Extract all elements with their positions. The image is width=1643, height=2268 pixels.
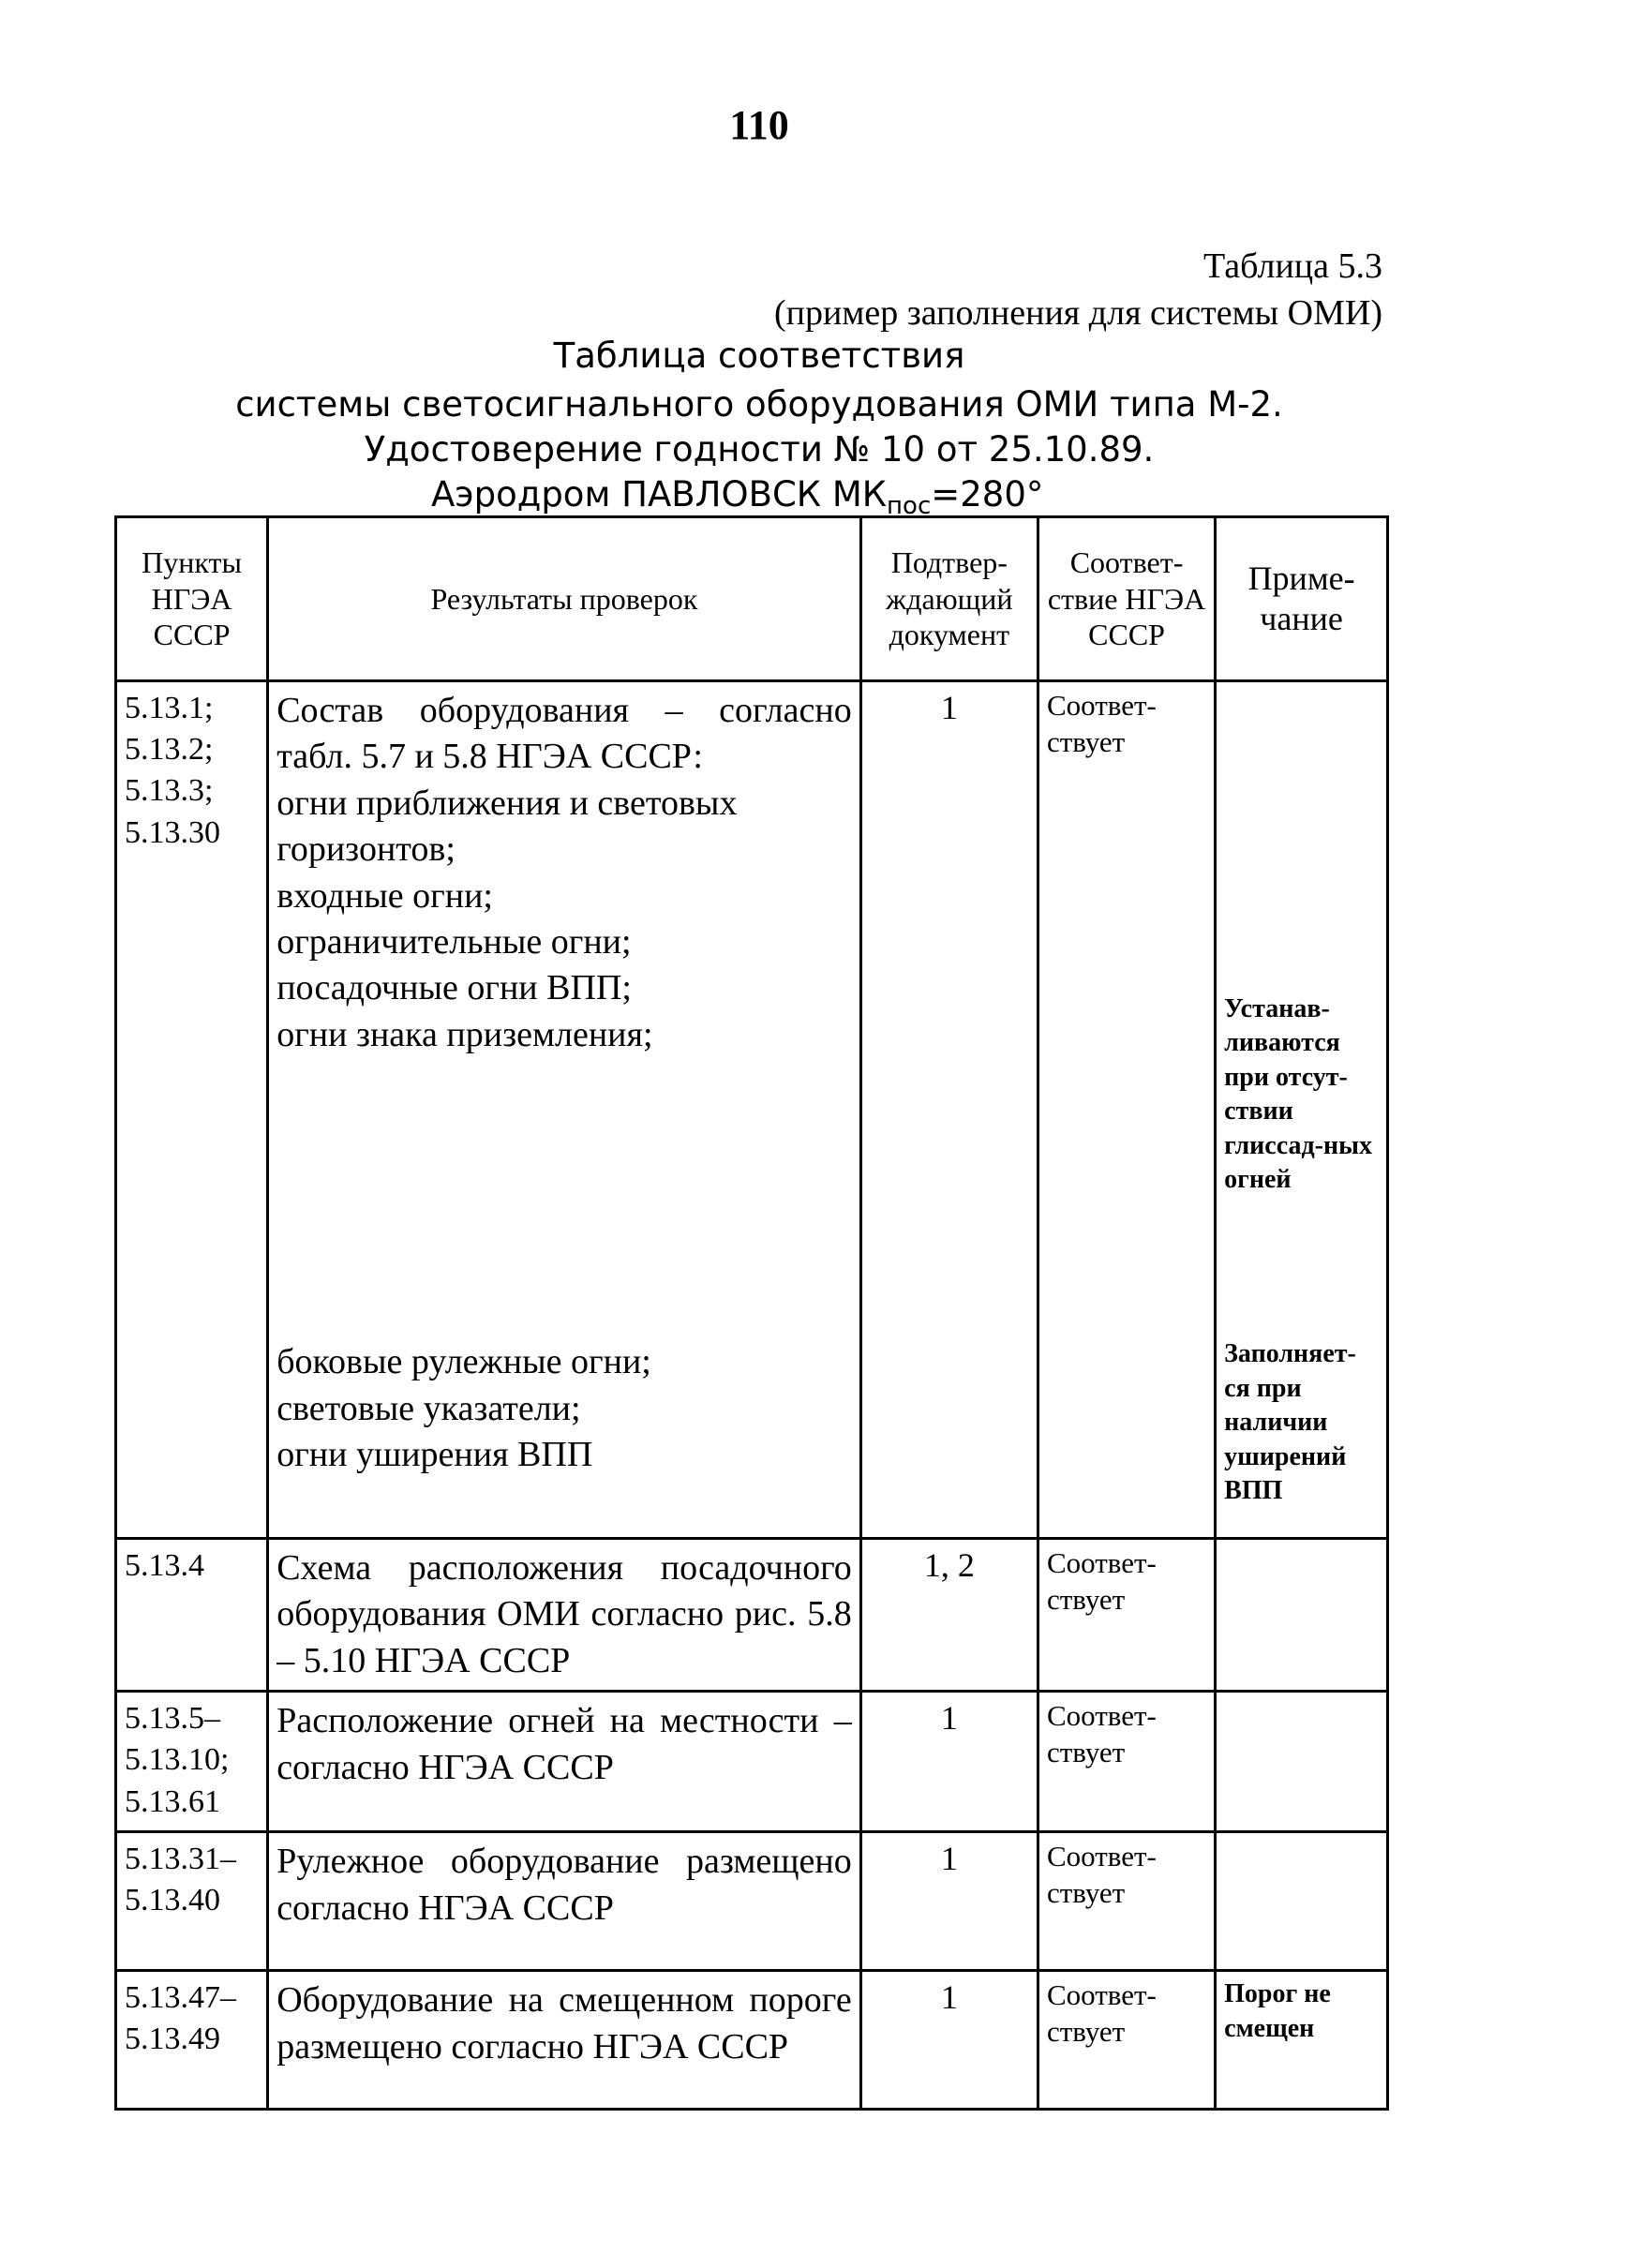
table-row [116, 1692, 1388, 1832]
cell-note [1216, 1539, 1388, 1692]
cell-note [1216, 1692, 1388, 1832]
cell-compliance: Соответ-ствует [1038, 681, 1215, 1539]
cell-note: Порог не смещен [1216, 1971, 1388, 2110]
results-line: ограничительные огни; [276, 921, 632, 962]
cell-document: 1 [860, 681, 1038, 1539]
header-note: Приме-чание [1216, 517, 1388, 681]
cell-results: Рулежное оборудование размещено согласно НГЭА СССР [268, 1832, 861, 1971]
cell-document: 1 [860, 1832, 1038, 1971]
compliance-table [114, 515, 1389, 2111]
table-row [116, 681, 1388, 1539]
results-line: огни приближения и световых горизонтов; [276, 783, 738, 870]
cell-results: Расположение огней на местности – согласно НГЭА СССР [268, 1692, 861, 1832]
table-header-row [116, 517, 1388, 681]
header-results: Результаты проверок [268, 517, 861, 681]
system-title: системы светосигнального оборудования ОМИ типа М-2. [235, 384, 1283, 425]
cell-results [268, 681, 861, 1539]
aerodrome-name: Аэродром ПАВЛОВСК МК [431, 474, 888, 515]
table-row [116, 1832, 1388, 1971]
table-row [116, 1971, 1388, 2110]
table-example-note: (пример заполнения для системы ОМИ) [774, 293, 1382, 333]
cell-note [1216, 1832, 1388, 1971]
cell-item: 5.13.47– 5.13.49 [116, 1971, 268, 2110]
course-subscript: пос [887, 492, 932, 520]
results-line: входные огни; [276, 875, 493, 916]
course-value: =280° [931, 474, 1044, 515]
cell-document: 1, 2 [860, 1539, 1038, 1692]
results-line: огни знака приземления; [276, 1014, 653, 1054]
header-item: Пункты НГЭА СССР [116, 517, 268, 681]
results-line: световые указатели; [276, 1388, 581, 1428]
cell-document: 1 [860, 1971, 1038, 2110]
aerodrome-line [431, 474, 1043, 520]
results-spacer [276, 1058, 852, 1339]
header-document: Подтвер-ждающий документ [860, 517, 1038, 681]
cell-item: 5.13.31– 5.13.40 [116, 1832, 268, 1971]
header-compliance: Соответ-ствие НГЭА СССР [1038, 517, 1215, 681]
page-number: 110 [729, 102, 789, 148]
table-row [116, 1539, 1388, 1692]
cell-compliance: Соответ-ствует [1038, 1971, 1215, 2110]
cell-item: 5.13.4 [116, 1539, 268, 1692]
results-line: боковые рулежные огни; [276, 1342, 651, 1382]
cell-item: 5.13.1; 5.13.2; 5.13.3; 5.13.30 [116, 681, 268, 1539]
cell-compliance: Соответ-ствует [1038, 1832, 1215, 1971]
results-line: посадочные огни ВПП; [276, 968, 632, 1008]
cell-note [1216, 681, 1388, 1539]
cell-results: Оборудование на смещенном пороге размещено согласно НГЭА СССР [268, 1971, 861, 2110]
table-reference: Таблица 5.3 [1202, 246, 1382, 286]
table-title: Таблица соответствия [553, 336, 965, 376]
cell-compliance: Соответ-ствует [1038, 1539, 1215, 1692]
cell-document: 1 [860, 1692, 1038, 1832]
note-glide-lights: Устанав-ливаются при отсут-ствии глиссад-ных огней [1224, 994, 1372, 1194]
certificate-line: Удостоверение годности № 10 от 25.10.89. [364, 429, 1155, 470]
cell-results: Схема расположения посадочного оборудования ОМИ согласно рис. 5.8 – 5.10 НГЭА СССР [268, 1539, 861, 1692]
cell-item: 5.13.5– 5.13.10; 5.13.61 [116, 1692, 268, 1832]
results-line: огни уширения ВПП [276, 1434, 593, 1474]
cell-compliance: Соответ-ствует [1038, 1692, 1215, 1832]
note-runway-widening: Заполняет-ся при наличии уширений ВПП [1224, 1339, 1356, 1505]
results-head: Состав оборудования – согласно табл. 5.7 и 5.8 НГЭА СССР: [276, 691, 852, 777]
